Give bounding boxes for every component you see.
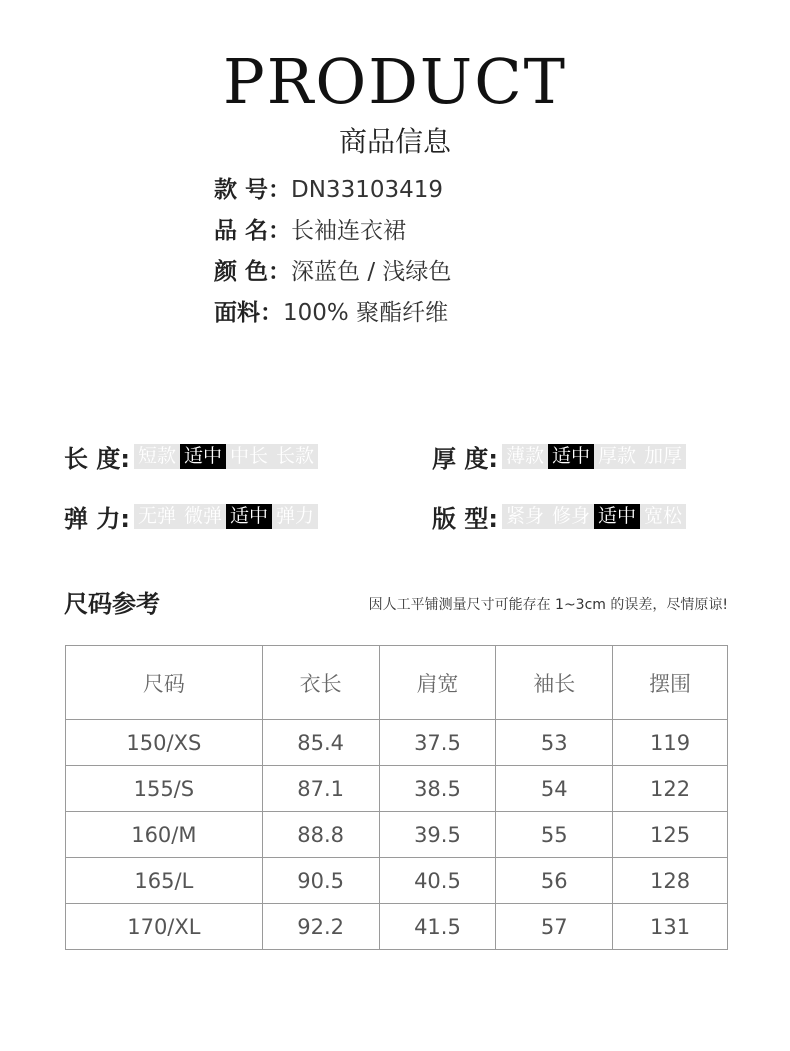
scale-option: 厚款 xyxy=(598,444,637,467)
size-chart-title: 尺码参考 xyxy=(64,590,160,618)
attribute-elasticity xyxy=(64,499,318,533)
info-label: 颜 色： xyxy=(214,259,292,285)
column-header: 尺码 xyxy=(66,646,263,720)
attribute-label: 弹 力: xyxy=(64,504,130,533)
scale-option: 修身 xyxy=(552,504,591,527)
scale-option: 薄款 xyxy=(506,444,545,467)
table-row xyxy=(66,720,728,766)
table-cell: 39.5 xyxy=(379,812,496,858)
table-header-row xyxy=(66,646,728,720)
attribute-length xyxy=(64,439,318,473)
column-header: 衣长 xyxy=(262,646,379,720)
table-cell: 87.1 xyxy=(262,766,379,812)
table-cell: 56 xyxy=(496,858,613,904)
attribute-label: 长 度: xyxy=(64,444,130,473)
page-title: PRODUCT xyxy=(223,45,567,118)
scale-option-selected: 适中 xyxy=(180,444,226,469)
table-cell: 92.2 xyxy=(262,904,379,950)
table-cell: 38.5 xyxy=(379,766,496,812)
table-cell: 53 xyxy=(496,720,613,766)
column-header: 摆围 xyxy=(613,646,728,720)
elasticity-scale xyxy=(134,504,318,529)
info-row-material xyxy=(214,293,451,334)
size-chart-table xyxy=(65,645,728,950)
attribute-fit xyxy=(432,499,686,533)
info-value: 100% 聚酯纤维 xyxy=(283,300,449,326)
product-info-list xyxy=(214,170,451,334)
attribute-label: 厚 度: xyxy=(432,444,498,473)
page-subtitle: 商品信息 xyxy=(338,125,451,158)
table-cell: 150/XS xyxy=(66,720,263,766)
scale-option: 紧身 xyxy=(506,504,545,527)
column-header: 袖长 xyxy=(496,646,613,720)
table-cell: 160/M xyxy=(66,812,263,858)
table-row xyxy=(66,766,728,812)
scale-option: 短款 xyxy=(138,444,177,467)
scale-option: 中长 xyxy=(230,444,269,467)
scale-option: 弹力 xyxy=(276,504,315,527)
scale-option: 微弹 xyxy=(184,504,223,527)
attribute-label: 版 型: xyxy=(432,504,498,533)
info-label: 款 号： xyxy=(214,177,292,203)
scale-option: 宽松 xyxy=(644,504,683,527)
scale-option: 加厚 xyxy=(644,444,683,467)
table-cell: 90.5 xyxy=(262,858,379,904)
length-scale xyxy=(134,444,318,469)
table-cell: 122 xyxy=(613,766,728,812)
table-cell: 41.5 xyxy=(379,904,496,950)
table-row xyxy=(66,904,728,950)
info-row-color xyxy=(214,252,451,293)
scale-option-selected: 适中 xyxy=(548,444,594,469)
table-cell: 57 xyxy=(496,904,613,950)
fit-scale xyxy=(502,504,686,529)
attribute-thickness xyxy=(432,439,686,473)
info-label: 品 名： xyxy=(214,218,292,244)
info-row-product-name xyxy=(214,211,451,252)
table-cell: 131 xyxy=(613,904,728,950)
info-row-style-number xyxy=(214,170,451,211)
info-label: 面料： xyxy=(214,300,283,326)
table-cell: 85.4 xyxy=(262,720,379,766)
table-row xyxy=(66,812,728,858)
table-cell: 119 xyxy=(613,720,728,766)
table-cell: 40.5 xyxy=(379,858,496,904)
table-cell: 165/L xyxy=(66,858,263,904)
column-header: 肩宽 xyxy=(379,646,496,720)
table-cell: 155/S xyxy=(66,766,263,812)
thickness-scale xyxy=(502,444,686,469)
scale-option: 长款 xyxy=(276,444,315,467)
scale-option: 无弹 xyxy=(138,504,177,527)
info-value: 深蓝色 / 浅绿色 xyxy=(291,259,452,285)
size-chart-note: 因人工平铺测量尺寸可能存在 1~3cm 的误差，尽情原谅! xyxy=(368,597,728,613)
table-cell: 37.5 xyxy=(379,720,496,766)
table-cell: 55 xyxy=(496,812,613,858)
table-cell: 54 xyxy=(496,766,613,812)
scale-option-selected: 适中 xyxy=(594,504,640,529)
table-cell: 88.8 xyxy=(262,812,379,858)
info-value: 长袖连衣裙 xyxy=(291,218,407,244)
scale-option-selected: 适中 xyxy=(226,504,272,529)
table-cell: 125 xyxy=(613,812,728,858)
table-cell: 128 xyxy=(613,858,728,904)
info-value: DN33103419 xyxy=(291,177,443,203)
table-cell: 170/XL xyxy=(66,904,263,950)
table-row xyxy=(66,858,728,904)
